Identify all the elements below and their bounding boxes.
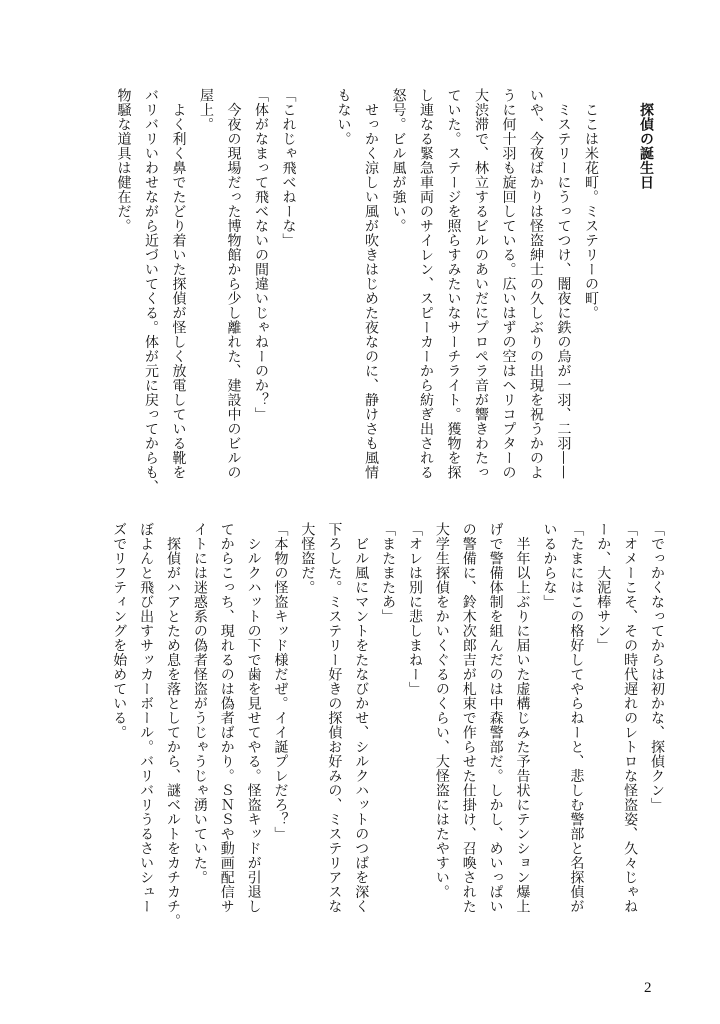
text-line: 探偵がハアとため息を落としてから、謎ベルトをカチカチ。 (164, 522, 181, 928)
chapter-title: 探偵の誕生日 (638, 88, 654, 190)
text-line: 下ろした。ミステリー好きの探偵お好みの、ミステリアスな (326, 522, 343, 914)
text-line: せっかく涼しい風が吹きはじめた夜なのに、静けさも風情 (363, 88, 379, 480)
text-line: 怒号。ビル風が強い。 (390, 88, 407, 233)
text-line: いや、今夜ばかりは怪盗紳士の久しぶりの出現を祝うかのよ (528, 88, 544, 480)
text-line: 「体がなまって飛べないの間違いじゃねーのか？」 (253, 88, 269, 422)
text-line: 「でっかくなってからは初かな、探偵クン」 (649, 522, 665, 812)
text-line: よく利く鼻でたどり着いた探偵が怪しく放電している靴を (170, 88, 187, 480)
text-line: 今夜の現場だった博物館から少し離れた、建設中のビルの (225, 88, 242, 480)
blank-line (604, 88, 632, 488)
text-line: 屋上。 (198, 88, 214, 132)
text-line: 「オレは別に悲しまねー」 (406, 522, 423, 696)
text-line: てからこっち、現れるのは偽者ばかり。ＳＮＳや動画配信サ (218, 522, 235, 914)
top-text-block (109, 88, 659, 494)
text-line: ここは米花町。ミステリーの町。 (583, 88, 599, 320)
text-line: げで警備体制を組んだのは中森警部だ。しかし、めいっぱい (487, 522, 504, 914)
text-line: 物騒な道具は健在だ。 (115, 88, 132, 233)
text-line: 半年以上ぶりに届いた虚構じみた予告状にテンション爆上 (514, 522, 531, 914)
text-line: 「またまたあ」 (380, 522, 397, 624)
text-line: バリバリいわせながら近づいてくる。体が元に戻ってからも、 (143, 88, 159, 494)
text-line: 大渋滞で、林立するビルのあいだにプロペラ音が響きわたっ (473, 88, 489, 480)
text-line: ミステリーにうってつけ、闇夜に鉄の烏が一羽、二羽—— (555, 88, 572, 480)
text-line: いるからな」 (541, 522, 558, 609)
text-line: ズでリフティングを始めている。 (111, 522, 128, 740)
text-line: もない。 (335, 88, 352, 146)
blank-line (302, 88, 330, 488)
text-line: 「本物の怪盗キッド様だぜ。イイ誕プレだろ？」 (272, 522, 289, 841)
text-line: ーか、大泥棒サン」 (595, 522, 612, 653)
text-line: し連なる緊急車両のサイレン、スピーカーから紡ぎ出される (418, 88, 434, 480)
page-number: 2 (644, 980, 652, 996)
text-line: 「オメーこそ、その時代遅れのレトロな怪盗姿、久々じゃね (622, 522, 639, 914)
text-line: 大学生探偵をかいくぐるのくらい、大怪盗にはたやすい。 (433, 522, 450, 899)
text-line: 大怪盗だ。 (299, 522, 316, 595)
text-line: うに何十羽も旋回している。広いはずの空はヘリコプターの (500, 88, 517, 480)
text-line: 「たまにはこの格好してやらねーと、悲しむ警部と名探偵が (568, 522, 585, 914)
text-line: 「これじゃ飛べねーな」 (280, 88, 297, 248)
text-line: ぼよんと飛び出すサッカーボール。バリバリうるさいシュー (138, 522, 155, 914)
text-line: シルクハットの下で歯を見せてやる。怪盗キッドが引退し (245, 522, 262, 914)
text-line: ビル風にマントをたなびかせ、シルクハットのつばを深く (353, 522, 370, 914)
text-line: の警備に、鈴木次郎吉が札束で作らせた仕掛け、召喚された (460, 522, 477, 914)
bottom-text-block (105, 522, 670, 928)
text-line: イトには迷惑系の偽者怪盗がうじゃうじゃ湧いていた。 (191, 522, 208, 885)
text-line: ていた。ステージを照らすみたいなサーチライト。獲物を探 (445, 88, 462, 480)
